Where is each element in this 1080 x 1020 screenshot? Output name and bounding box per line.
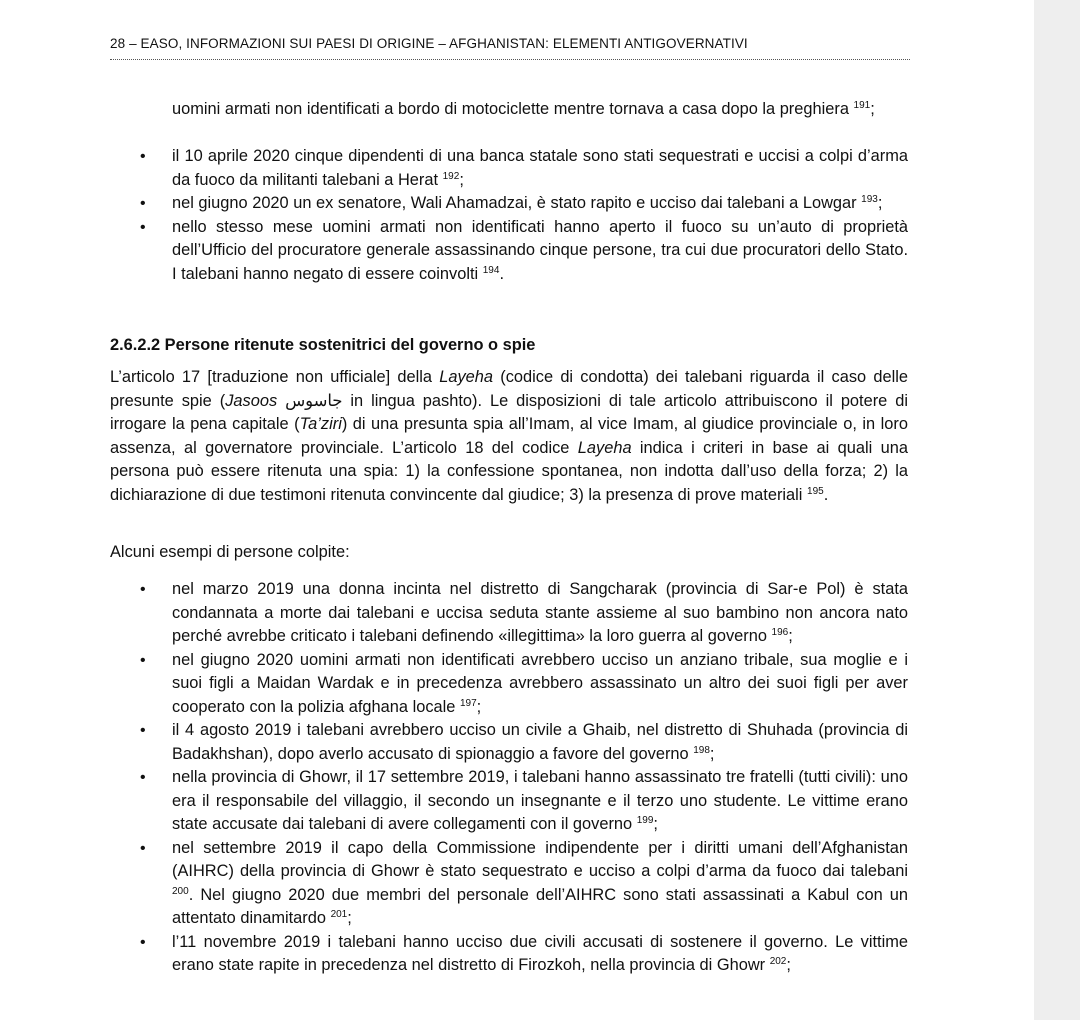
header-dotted-rule [110, 59, 910, 60]
bullet-icon: • [140, 722, 146, 739]
list-item: • il 10 aprile 2020 cinque dipendenti di una banca statale sono stati sequestrati e uccisi a colpi d’arma da fuoco da militanti talebani a Herat $^{192}$; [140, 147, 908, 189]
section-paragraph: L’articolo 17 [traduzione non ufficiale] della Layeha (codice di condotta) dei talebani riguarda il caso delle presunte spie (Jasoos جاسوس in lingua pashto). Le disposizioni di tale articolo attribuiscono il potere di irrogare la pena capitale (Ta’ziri) di una presunta spia all’Imam, al vice Imam, al giudice provinciale o, in loro assenza, al governatore provinciale. L’articolo 18 del codice Layeha indica i criteri in base ai quali una persona può essere ritenuta una spia: 1) la confessione spontanea, non indotta dall’uso della forza; 2) la dichiarazione di due testimoni ritenuta convincente dal giudice; 3) la presenza di prove materiali $^{195}$. [110, 368, 909, 504]
footnote-ref[interactable]: 195 [807, 485, 824, 497]
footnote-ref[interactable]: 193 [861, 194, 878, 205]
footnote-ref[interactable]: 199 [636, 815, 654, 826]
list-item: • l’11 novembre 2019 i talebani hanno ucciso due civili accusati di sostenere il governo. Le vittime erano state rapite in precedenza nel distretto di Firozkoh, nella provincia di Ghowr $^{202}$; [140, 932, 908, 974]
examples-intro: Alcuni esempi di persone colpite: [110, 543, 350, 561]
bullet-icon: • [140, 933, 146, 951]
footnote-ref[interactable]: 192 [442, 170, 460, 182]
arabic-term: جاسوس [285, 391, 343, 410]
continuation-body: uomini armati non identificati a bordo di motociclette mentre tornava a casa dopo la preghiera [172, 100, 849, 118]
section-heading: 2.6.2.2 Persone ritenute sostenitrici del governo o spie [110, 336, 536, 354]
bullet-list-2 [110, 578, 908, 978]
footnote-ref[interactable]: 197 [459, 697, 477, 709]
footnote-ref[interactable]: 194 [482, 264, 500, 276]
list-item: • il 4 agosto 2019 i talebani avrebbero ucciso un civile a Ghaib, nel distretto di Shuhada (provincia di Badakhshan), dopo averlo accusato di spionaggio a favore del governo $^{198}$; [140, 721, 908, 763]
bullet-icon: • [140, 839, 146, 857]
footnote-ref[interactable]: 202 [769, 956, 787, 967]
bullet-icon: • [140, 651, 146, 669]
bullet-icon: • [140, 769, 146, 786]
list-item: • nella provincia di Ghowr, il 17 settembre 2019, i talebani hanno assassinato tre fratelli (tutti civili): uno era il responsabile del villaggio, il secondo un insegnante e il terzo uno studente. Le vittime erano state accusate dai talebani di avere collegamenti con il governo $^{199}$; [140, 768, 908, 833]
list-item: • nello stesso mese uomini armati non identificati hanno aperto il fuoco su un’auto di proprietà dell’Ufficio del procuratore generale assassinando cinque persone, tra cui due procuratori dello Stato. I talebani hanno negato di essere coinvolti $^{194}$. [140, 217, 908, 283]
footnote-ref[interactable]: 201 [330, 909, 348, 920]
bullet-icon: • [140, 581, 146, 598]
running-header: 28 – EASO, INFORMAZIONI SUI PAESI DI ORIGINE – AFGHANISTAN: ELEMENTI ANTIGOVERNATIVI [110, 36, 748, 51]
list-item: • nel giugno 2020 uomini armati non identificati avrebbero ucciso un anziano tribale, sua moglie e i suoi figli a Maidan Wardak e in precedenza avrebbero assassinato un altro dei suoi figli per aver cooperato con la polizia afghana locale $^{197}$; [140, 650, 908, 716]
list-item: • nel settembre 2019 il capo della Commissione indipendente per i diritti umani dell’Afghanistan (AIHRC) della provincia di Ghowr è stato sequestrato e ucciso a colpi d’arma da fuoco dai talebani $^{200}$. Nel giugno 2020 due membri del personale dell’AIHRC sono stati assassinati a Kabul con un attentato dinamitardo $^{201}$; [140, 838, 908, 927]
bullet-list-1 [110, 145, 908, 286]
list-item: • nel marzo 2019 una donna incinta nel distretto di Sangcharak (provincia di Sar-e Pol) è stata condannata a morte dai talebani e uccisa seduta stante assieme al suo bambino non ancora nato perché avrebbe criticato i talebani definendo «illegittima» la loro guerra al governo $^{196}$; [140, 580, 908, 645]
bullet-icon: • [140, 195, 146, 212]
footnote-ref[interactable]: 198 [693, 744, 710, 756]
list-item: • nel giugno 2020 un ex senatore, Wali Ahamadzai, è stato rapito e ucciso dai talebani a Lowgar $^{193}$; [110, 192, 908, 216]
viewer-side-strip [1034, 0, 1080, 1020]
footnote-ref[interactable]: 196 [771, 627, 789, 638]
footnote-ref[interactable]: 191 [853, 100, 871, 111]
bullet-icon: • [140, 148, 146, 165]
continuation-text: uomini armati non identificati a bordo di motociclette mentre tornava a casa dopo la preghiera $^{191}$; [172, 100, 875, 118]
bullet-icon: • [140, 218, 146, 236]
footnote-ref[interactable]: 200 [172, 885, 189, 897]
